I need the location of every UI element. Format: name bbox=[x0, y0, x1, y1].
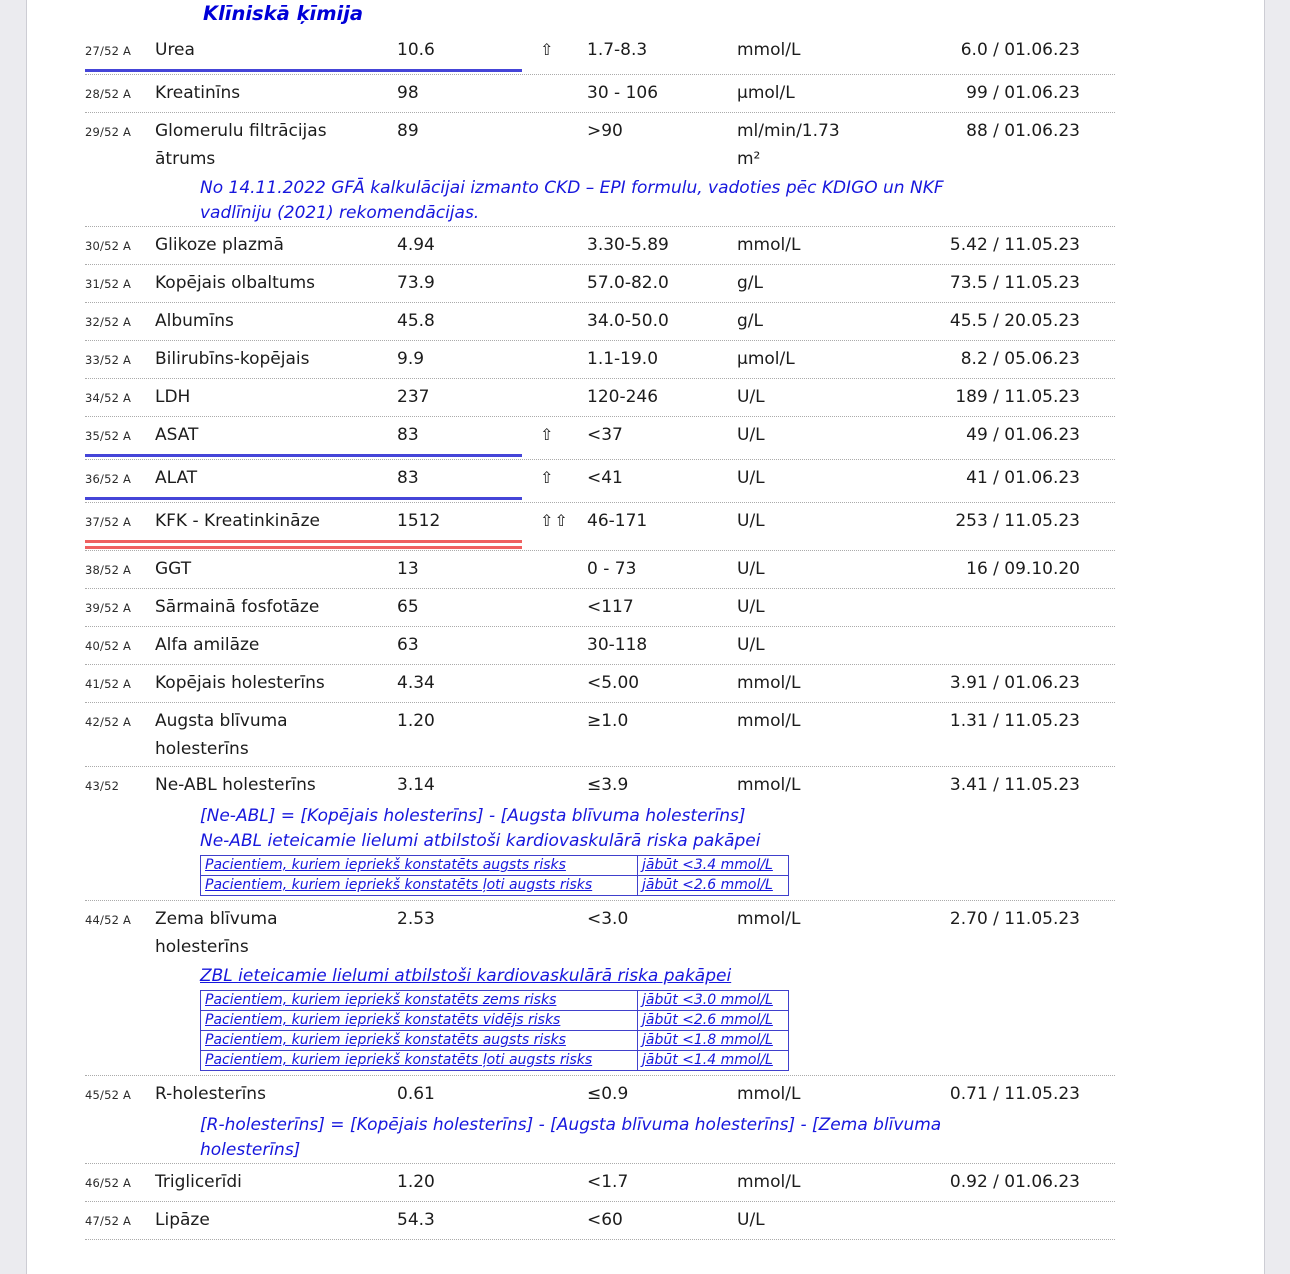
row-number: 29/52 A bbox=[85, 125, 132, 139]
reference-range: >90 bbox=[587, 121, 623, 141]
critical-underline bbox=[85, 540, 522, 549]
reference-range: 30 - 106 bbox=[587, 83, 659, 103]
previous-result: 0.71 / 11.05.23 bbox=[949, 1084, 1080, 1104]
test-name-text: Glomerulu filtrācijas ātrums bbox=[155, 121, 327, 169]
result-value: 54.3 bbox=[397, 1210, 435, 1230]
risk-category: Pacientiem, kuriem iepriekš konstatēts ļoti augsts risks bbox=[201, 1051, 638, 1070]
test-name-text: GGT bbox=[155, 559, 192, 579]
unit-text: U/L bbox=[737, 511, 765, 531]
flag-placeholder bbox=[540, 307, 587, 337]
previous-result: 99 / 01.06.23 bbox=[966, 83, 1080, 103]
reference-range: <3.0 bbox=[587, 909, 629, 929]
test-name-text: Sārmainā fosfotāze bbox=[155, 597, 320, 617]
note-line: Ne-ABL ieteicamie lielumi atbilstoši kardiovaskulārā riska pakāpei bbox=[200, 831, 761, 851]
note-line: holesterīns] bbox=[200, 1140, 301, 1160]
unit-text: ml/min/1.73 m² bbox=[737, 121, 840, 169]
row-number: 30/52 A bbox=[85, 239, 132, 253]
result-value: 9.9 bbox=[397, 349, 425, 369]
flag-placeholder bbox=[540, 707, 587, 763]
high-flag-icon: ⇧ bbox=[540, 425, 555, 444]
result-value: 83 bbox=[397, 425, 419, 445]
table-row bbox=[85, 113, 1115, 176]
viewer-right-gutter bbox=[1264, 0, 1290, 1274]
flag-placeholder bbox=[540, 1206, 587, 1236]
row-number: 31/52 A bbox=[85, 277, 132, 291]
reference-range: <117 bbox=[587, 597, 634, 617]
unit-text: mmol/L bbox=[737, 40, 801, 60]
risk-table-row bbox=[200, 1050, 789, 1071]
unit bbox=[737, 771, 857, 801]
test-name-text: LDH bbox=[155, 387, 191, 407]
result-value: 0.61 bbox=[397, 1084, 435, 1104]
test-name bbox=[155, 117, 397, 173]
row-number: 43/52 bbox=[85, 779, 120, 793]
table-row bbox=[85, 227, 1115, 264]
row-number: 46/52 A bbox=[85, 1176, 132, 1190]
unit bbox=[737, 383, 857, 413]
unit-text: U/L bbox=[737, 559, 765, 579]
risk-table-row bbox=[200, 1010, 789, 1031]
unit-text: U/L bbox=[737, 387, 765, 407]
test-name bbox=[155, 593, 397, 623]
test-name bbox=[155, 421, 397, 451]
row-number: 34/52 A bbox=[85, 391, 132, 405]
risk-category: Pacientiem, kuriem iepriekš konstatēts ļoti augsts risks bbox=[201, 876, 638, 895]
result-value: 2.53 bbox=[397, 909, 435, 929]
result-value: 89 bbox=[397, 121, 419, 141]
unit bbox=[737, 905, 857, 961]
test-name-text: Ne-ABL holesterīns bbox=[155, 775, 316, 795]
table-row bbox=[85, 589, 1115, 626]
unit-text: U/L bbox=[737, 1210, 765, 1230]
flag-placeholder bbox=[540, 1080, 587, 1110]
table-row bbox=[85, 901, 1115, 964]
unit-text: U/L bbox=[737, 468, 765, 488]
result-value: 1512 bbox=[397, 511, 441, 531]
row-number: 39/52 A bbox=[85, 601, 132, 615]
test-name bbox=[155, 507, 397, 537]
unit bbox=[737, 421, 857, 451]
reference-range: 0 - 73 bbox=[587, 559, 637, 579]
previous-result bbox=[857, 593, 1115, 623]
abnormal-underline bbox=[85, 497, 522, 500]
test-name-text: Kopējais olbaltums bbox=[155, 273, 315, 293]
risk-target-value: jābūt <1.4 mmol/L bbox=[642, 1052, 773, 1068]
flag-placeholder bbox=[540, 79, 587, 109]
unit bbox=[737, 631, 857, 661]
risk-table-row bbox=[200, 990, 789, 1011]
flag-placeholder bbox=[540, 771, 587, 801]
table-row bbox=[85, 1164, 1115, 1201]
row-number: 44/52 A bbox=[85, 913, 132, 927]
previous-result: 5.42 / 11.05.23 bbox=[949, 235, 1080, 255]
viewer-left-gutter bbox=[0, 0, 27, 1274]
note-line: No 14.11.2022 GFĀ kalkulācijai izmanto CKD – EPI formulu, vadoties pēc KDIGO un NKF bbox=[200, 178, 944, 198]
test-name bbox=[155, 383, 397, 413]
test-name-text: Bilirubīns-kopējais bbox=[155, 349, 310, 369]
result-value: 1.20 bbox=[397, 711, 435, 731]
test-name bbox=[155, 79, 397, 109]
row-note bbox=[200, 964, 1115, 989]
previous-result: 41 / 01.06.23 bbox=[966, 468, 1080, 488]
unit-text: mmol/L bbox=[737, 775, 801, 795]
unit bbox=[737, 79, 857, 109]
result-value: 13 bbox=[397, 559, 419, 579]
previous-result: 189 / 11.05.23 bbox=[955, 387, 1080, 407]
unit-text: mmol/L bbox=[737, 711, 801, 731]
unit bbox=[737, 593, 857, 623]
previous-result: 73.5 / 11.05.23 bbox=[949, 273, 1080, 293]
test-name-text: Lipāze bbox=[155, 1210, 210, 1230]
risk-target-value: jābūt <3.0 mmol/L bbox=[642, 992, 773, 1008]
row-number: 40/52 A bbox=[85, 639, 132, 653]
result-value: 45.8 bbox=[397, 311, 435, 331]
table-row bbox=[85, 627, 1115, 664]
test-name bbox=[155, 707, 397, 763]
risk-target-value: jābūt <2.6 mmol/L bbox=[642, 1012, 773, 1028]
previous-result: 2.70 / 11.05.23 bbox=[949, 909, 1080, 929]
test-name-text: Zema blīvuma holesterīns bbox=[155, 909, 278, 957]
note-line: vadlīniju (2021) rekomendācijas. bbox=[200, 203, 480, 223]
risk-category: Pacientiem, kuriem iepriekš konstatēts zems risks bbox=[201, 991, 638, 1010]
row-number: 41/52 A bbox=[85, 677, 132, 691]
note-line: [R-holesterīns] = [Kopējais holesterīns] - [Augsta blīvuma holesterīns] - [Zema blīvuma bbox=[200, 1115, 942, 1135]
test-name bbox=[155, 307, 397, 337]
unit bbox=[737, 36, 857, 66]
unit-text: U/L bbox=[737, 597, 765, 617]
test-name bbox=[155, 345, 397, 375]
table-row bbox=[85, 703, 1115, 766]
test-name bbox=[155, 36, 397, 66]
flag-placeholder bbox=[540, 1168, 587, 1198]
unit bbox=[737, 1206, 857, 1236]
reference-range: 57.0-82.0 bbox=[587, 273, 669, 293]
unit bbox=[737, 1168, 857, 1198]
test-name-text: Alfa amilāze bbox=[155, 635, 260, 655]
reference-range: ≤0.9 bbox=[587, 1084, 629, 1104]
row-divider bbox=[85, 1239, 1115, 1240]
table-row bbox=[85, 341, 1115, 378]
risk-category: Pacientiem, kuriem iepriekš konstatēts augsts risks bbox=[201, 856, 638, 875]
reference-range: 120-246 bbox=[587, 387, 659, 407]
flag-placeholder bbox=[540, 269, 587, 299]
table-row bbox=[85, 265, 1115, 302]
reference-range: 3.30-5.89 bbox=[587, 235, 669, 255]
previous-result: 3.41 / 11.05.23 bbox=[949, 775, 1080, 795]
table-row bbox=[85, 1076, 1115, 1113]
test-name-text: Kreatinīns bbox=[155, 83, 241, 103]
flag-placeholder bbox=[540, 383, 587, 413]
table-row bbox=[85, 503, 1115, 540]
test-name bbox=[155, 771, 397, 801]
reference-range: <1.7 bbox=[587, 1172, 629, 1192]
row-number: 36/52 A bbox=[85, 472, 132, 486]
flag-placeholder bbox=[540, 117, 587, 173]
test-name bbox=[155, 1168, 397, 1198]
unit-text: mmol/L bbox=[737, 1084, 801, 1104]
test-name-text: Albumīns bbox=[155, 311, 234, 331]
test-name bbox=[155, 555, 397, 585]
reference-range: ≤3.9 bbox=[587, 775, 629, 795]
unit-text: U/L bbox=[737, 635, 765, 655]
flag-placeholder bbox=[540, 555, 587, 585]
reference-range: ≥1.0 bbox=[587, 711, 629, 731]
result-value: 237 bbox=[397, 387, 430, 407]
row-number: 47/52 A bbox=[85, 1214, 132, 1228]
risk-table-row bbox=[200, 875, 789, 896]
result-value: 4.34 bbox=[397, 673, 435, 693]
table-row bbox=[85, 32, 1115, 69]
flag-placeholder bbox=[540, 593, 587, 623]
row-number: 28/52 A bbox=[85, 87, 132, 101]
test-name-text: Glikoze plazmā bbox=[155, 235, 284, 255]
row-number: 38/52 A bbox=[85, 563, 132, 577]
table-row bbox=[85, 75, 1115, 112]
previous-result: 6.0 / 01.06.23 bbox=[960, 40, 1080, 60]
test-name-text: Triglicerīdi bbox=[155, 1172, 242, 1192]
unit bbox=[737, 269, 857, 299]
risk-category: Pacientiem, kuriem iepriekš konstatēts augsts risks bbox=[201, 1031, 638, 1050]
table-row bbox=[85, 767, 1115, 804]
test-name-text: ASAT bbox=[155, 425, 199, 445]
reference-range: 34.0-50.0 bbox=[587, 311, 669, 331]
table-row bbox=[85, 665, 1115, 702]
row-number: 35/52 A bbox=[85, 429, 132, 443]
test-name bbox=[155, 464, 397, 494]
unit-text: mmol/L bbox=[737, 235, 801, 255]
unit-text: g/L bbox=[737, 273, 763, 293]
result-value: 98 bbox=[397, 83, 419, 103]
section-title: Klīniskā ķīmija bbox=[203, 2, 364, 25]
result-value: 73.9 bbox=[397, 273, 435, 293]
row-note bbox=[200, 804, 1115, 854]
test-name-text: Urea bbox=[155, 40, 195, 60]
reference-range: <37 bbox=[587, 425, 623, 445]
test-name bbox=[155, 231, 397, 261]
previous-result: 0.92 / 01.06.23 bbox=[949, 1172, 1080, 1192]
high-flag-icon: ⇧⇧ bbox=[540, 511, 569, 530]
row-number: 33/52 A bbox=[85, 353, 132, 367]
previous-result: 88 / 01.06.23 bbox=[966, 121, 1080, 141]
reference-range: <41 bbox=[587, 468, 623, 488]
row-number: 42/52 A bbox=[85, 715, 132, 729]
flag-placeholder bbox=[540, 231, 587, 261]
previous-result: 3.91 / 01.06.23 bbox=[949, 673, 1080, 693]
reference-range: 1.1-19.0 bbox=[587, 349, 659, 369]
previous-result: 49 / 01.06.23 bbox=[966, 425, 1080, 445]
test-name-text: Kopējais holesterīns bbox=[155, 673, 325, 693]
previous-result: 1.31 / 11.05.23 bbox=[949, 711, 1080, 731]
unit-text: g/L bbox=[737, 311, 763, 331]
row-note bbox=[200, 176, 1115, 226]
unit-text: mmol/L bbox=[737, 673, 801, 693]
test-name bbox=[155, 669, 397, 699]
test-name-text: R-holesterīns bbox=[155, 1084, 266, 1104]
abnormal-underline bbox=[85, 69, 522, 72]
risk-recommendation-table bbox=[200, 855, 789, 896]
flag-placeholder bbox=[540, 345, 587, 375]
high-flag-icon: ⇧ bbox=[540, 40, 555, 59]
unit bbox=[737, 707, 857, 763]
reference-range: 46-171 bbox=[587, 511, 648, 531]
previous-result bbox=[857, 1206, 1115, 1236]
unit bbox=[737, 117, 857, 173]
previous-result: 8.2 / 05.06.23 bbox=[960, 349, 1080, 369]
risk-table-row bbox=[200, 1030, 789, 1051]
risk-category: Pacientiem, kuriem iepriekš konstatēts vidējs risks bbox=[201, 1011, 638, 1030]
test-name-text: ALAT bbox=[155, 468, 198, 488]
unit-text: U/L bbox=[737, 425, 765, 445]
table-row bbox=[85, 1202, 1115, 1239]
risk-target-value: jābūt <1.8 mmol/L bbox=[642, 1032, 773, 1048]
test-name-text: Augsta blīvuma holesterīns bbox=[155, 711, 288, 759]
reference-range: <5.00 bbox=[587, 673, 640, 693]
unit bbox=[737, 1080, 857, 1110]
row-number: 37/52 A bbox=[85, 515, 132, 529]
flag-placeholder bbox=[540, 905, 587, 961]
test-name bbox=[155, 269, 397, 299]
unit-text: mmol/L bbox=[737, 909, 801, 929]
unit-text: µmol/L bbox=[737, 83, 795, 103]
table-row bbox=[85, 417, 1115, 454]
unit-text: µmol/L bbox=[737, 349, 795, 369]
reference-range: 1.7-8.3 bbox=[587, 40, 648, 60]
abnormal-underline bbox=[85, 454, 522, 457]
row-note bbox=[200, 1113, 1115, 1163]
risk-recommendation-table bbox=[200, 990, 789, 1071]
note-line: [Ne-ABL] = [Kopējais holesterīns] - [Augsta blīvuma holesterīns] bbox=[200, 806, 746, 826]
row-number: 32/52 A bbox=[85, 315, 132, 329]
risk-table-row bbox=[200, 855, 789, 876]
previous-result: 16 / 09.10.20 bbox=[966, 559, 1080, 579]
table-row bbox=[85, 460, 1115, 497]
unit bbox=[737, 231, 857, 261]
lab-results-section bbox=[85, 0, 1115, 1240]
reference-range: 30-118 bbox=[587, 635, 648, 655]
flag-placeholder bbox=[540, 669, 587, 699]
result-value: 10.6 bbox=[397, 40, 435, 60]
reference-range: <60 bbox=[587, 1210, 623, 1230]
result-value: 3.14 bbox=[397, 775, 435, 795]
previous-result bbox=[857, 631, 1115, 661]
note-line: ZBL ieteicamie lielumi atbilstoši kardiovaskulārā riska pakāpei bbox=[200, 966, 732, 986]
result-value: 63 bbox=[397, 635, 419, 655]
previous-result: 45.5 / 20.05.23 bbox=[949, 311, 1080, 331]
result-value: 65 bbox=[397, 597, 419, 617]
high-flag-icon: ⇧ bbox=[540, 468, 555, 487]
test-name bbox=[155, 905, 397, 961]
row-number: 27/52 A bbox=[85, 44, 132, 58]
flag-placeholder bbox=[540, 631, 587, 661]
unit bbox=[737, 669, 857, 699]
lab-results-table bbox=[85, 32, 1115, 1240]
unit bbox=[737, 345, 857, 375]
risk-target-value: jābūt <2.6 mmol/L bbox=[642, 877, 773, 893]
test-name bbox=[155, 1080, 397, 1110]
unit bbox=[737, 555, 857, 585]
test-name bbox=[155, 631, 397, 661]
unit bbox=[737, 307, 857, 337]
table-row bbox=[85, 303, 1115, 340]
result-value: 1.20 bbox=[397, 1172, 435, 1192]
table-row bbox=[85, 551, 1115, 588]
previous-result: 253 / 11.05.23 bbox=[955, 511, 1080, 531]
test-name bbox=[155, 1206, 397, 1236]
report-page bbox=[27, 0, 1264, 1274]
result-value: 4.94 bbox=[397, 235, 435, 255]
table-row bbox=[85, 379, 1115, 416]
row-number: 45/52 A bbox=[85, 1088, 132, 1102]
test-name-text: KFK - Kreatinkināze bbox=[155, 511, 320, 531]
risk-target-value: jābūt <3.4 mmol/L bbox=[642, 857, 773, 873]
unit-text: mmol/L bbox=[737, 1172, 801, 1192]
unit bbox=[737, 507, 857, 537]
unit bbox=[737, 464, 857, 494]
result-value: 83 bbox=[397, 468, 419, 488]
